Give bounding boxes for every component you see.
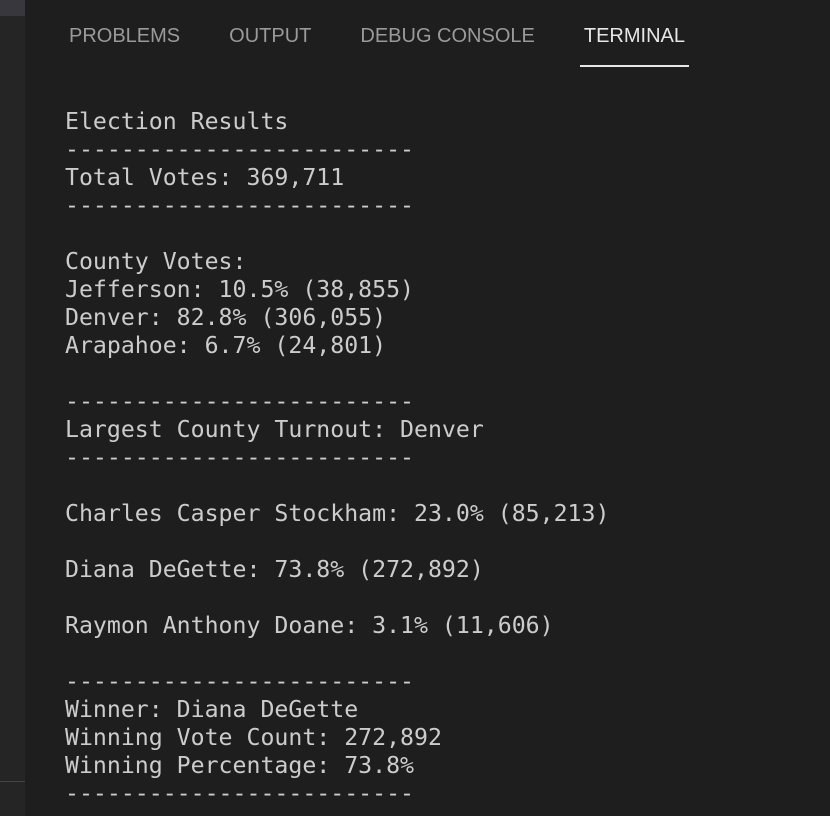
terminal-line: Raymon Anthony Doane: 3.1% (11,606) <box>65 612 554 639</box>
terminal-line <box>65 472 609 500</box>
terminal-line: Charles Casper Stockham: 23.0% (85,213) <box>65 500 610 527</box>
terminal-line: Election Results <box>65 108 289 135</box>
terminal-line <box>65 584 609 612</box>
terminal-line: Winner: Diana DeGette <box>65 696 359 723</box>
side-panel <box>0 0 25 816</box>
terminal-line: ------------------------- <box>65 444 415 471</box>
terminal-output[interactable] <box>65 108 609 808</box>
tab-problems[interactable]: PROBLEMS <box>69 25 181 47</box>
terminal-line: ------------------------- <box>65 780 415 807</box>
side-panel-header <box>0 0 25 16</box>
terminal-line: County Votes: <box>65 248 247 275</box>
terminal-line <box>65 220 609 248</box>
terminal-line: Diana DeGette: 73.8% (272,892) <box>65 556 484 583</box>
terminal-line: ------------------------- <box>65 668 415 695</box>
tab-terminal[interactable]: TERMINAL <box>584 22 685 50</box>
terminal-line: Arapahoe: 6.7% (24,801) <box>65 332 387 359</box>
terminal-line: Denver: 82.8% (306,055) <box>65 304 387 331</box>
tab-output[interactable]: OUTPUT <box>229 25 312 47</box>
terminal-line: Jefferson: 10.5% (38,855) <box>65 276 415 303</box>
terminal-line: ------------------------- <box>65 192 415 219</box>
terminal-line: ------------------------- <box>65 388 415 415</box>
terminal-line <box>65 528 609 556</box>
terminal-line <box>65 640 609 668</box>
terminal-line: ------------------------- <box>65 136 415 163</box>
tab-debug-console[interactable]: DEBUG CONSOLE <box>360 25 535 47</box>
terminal-line: Winning Percentage: 73.8% <box>65 752 415 779</box>
terminal-line: Total Votes: 369,711 <box>65 164 345 191</box>
panel-tabs <box>69 22 734 50</box>
terminal-line <box>65 360 609 388</box>
divider <box>0 781 25 782</box>
terminal-line: Winning Vote Count: 272,892 <box>65 724 442 751</box>
terminal-line: Largest County Turnout: Denver <box>65 416 484 443</box>
